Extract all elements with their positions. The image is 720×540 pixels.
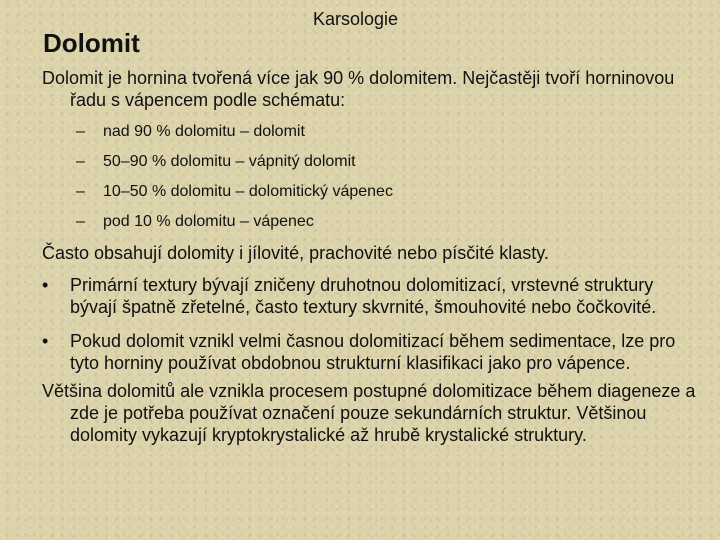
diagenesis-paragraph: Většina dolomitů ale vznikla procesem postupné dolomitizace během diageneze a zde je potřeba používat označení pouze sekundárních struktur. Většinou dolomity vykazují kryptokrystalické až hrubě krystalické struktury. xyxy=(42,381,696,445)
bullet-marker: • xyxy=(42,275,49,295)
bullet-item xyxy=(42,274,702,318)
dash-marker: – xyxy=(76,153,85,170)
bullet-item-text: Pokud dolomit vznikl velmi časnou dolomitizací během sedimentace, lze pro tyto horniny používat obdobnou strukturní klasifikaci jako pro vápence. xyxy=(70,331,676,373)
clasts-paragraph: Často obsahují dolomity i jílovité, prachovité nebo písčité klasty. xyxy=(42,243,549,263)
scheme-item xyxy=(42,152,702,171)
bullet-item-text: Primární textury bývají zničeny druhotnou dolomitizací, vrstevné struktury bývají špatně zřetelné, často textury skvrnité, šmouhovité nebo čočkovité. xyxy=(70,275,657,317)
scheme-item-text: 10–50 % dolomitu – dolomitický vápenec xyxy=(103,183,393,200)
bullet-item xyxy=(42,330,702,374)
dash-marker: – xyxy=(76,213,85,230)
header-label: Karsologie xyxy=(313,9,399,29)
dash-marker: – xyxy=(76,183,85,200)
slide-title: Dolomit xyxy=(43,28,140,58)
slide-body xyxy=(42,67,702,446)
dash-marker: – xyxy=(76,123,85,140)
scheme-item-text: pod 10 % dolomitu – vápenec xyxy=(103,213,314,230)
scheme-list xyxy=(42,122,702,231)
scheme-item-text: 50–90 % dolomitu – vápnitý dolomit xyxy=(103,153,356,170)
bullet-marker: • xyxy=(42,331,49,351)
scheme-item xyxy=(42,182,702,201)
scheme-item-text: nad 90 % dolomitu – dolomit xyxy=(103,123,305,140)
bullet-list xyxy=(42,274,702,374)
intro-paragraph: Dolomit je hornina tvořená více jak 90 % dolomitem. Nejčastěji tvoří horninovou řadu s vápencem podle schématu: xyxy=(42,68,675,110)
scheme-item xyxy=(42,122,702,141)
scheme-item xyxy=(42,212,702,231)
